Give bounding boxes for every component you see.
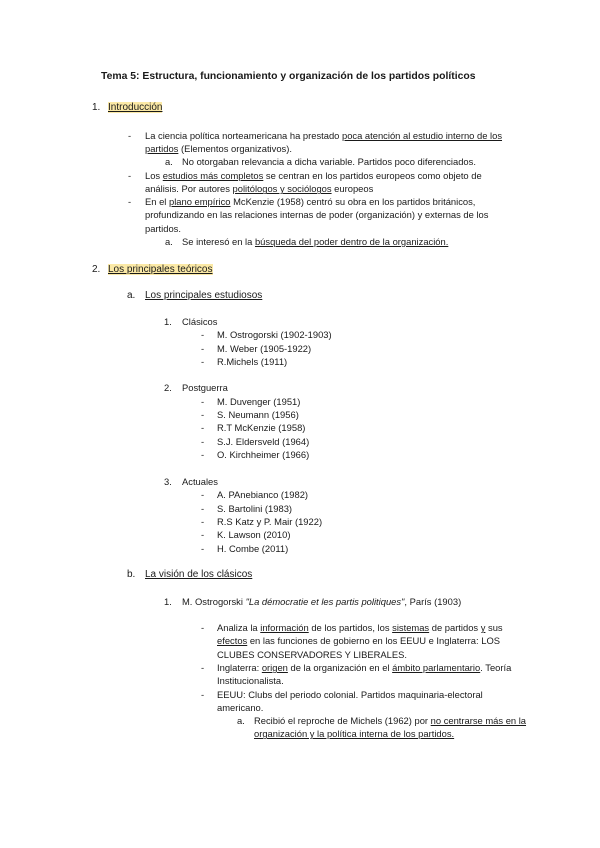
author-item: R.Michels (1911) [217, 356, 288, 367]
bullet-dash: - [201, 422, 205, 433]
ostrogorski-point-3-sub: Recibió el reproche de Michels (1962) por no centrarse más en la organización y la política interna de los partidos. [254, 715, 527, 740]
sub-marker: a. [165, 236, 173, 247]
bullet-dash: - [201, 396, 205, 407]
bullet-dash: - [201, 329, 205, 340]
group-marker: 2. [164, 382, 172, 393]
author-item: M. Weber (1905-1922) [217, 343, 312, 354]
ostrogorski-reference: M. Ostrogorski "La démocratie et les partis politiques", París (1903) [182, 596, 462, 607]
bullet-dash: - [201, 516, 205, 527]
bullet-dash: - [201, 622, 205, 633]
author-item: R.T McKenzie (1958) [217, 422, 306, 433]
bullet-dash: - [128, 130, 132, 141]
author-item: R.S Katz y P. Mair (1922) [217, 516, 323, 527]
bullet-dash: - [201, 489, 205, 500]
bullet-dash: - [201, 543, 205, 554]
intro-bullet-3-sub: Se interesó en la búsqueda del poder dentro de la organización. [182, 236, 449, 247]
subsection-b-heading: La visión de los clásicos [145, 569, 253, 580]
group-name-clasicos: Clásicos [182, 316, 218, 327]
bullet-dash: - [201, 662, 205, 673]
group-name-postguerra: Postguerra [182, 382, 228, 393]
author-item: K. Lawson (2010) [217, 529, 291, 540]
author-item: S.J. Eldersveld (1964) [217, 436, 310, 447]
author-item: M. Duvenger (1951) [217, 396, 301, 407]
author-item: H. Combe (2011) [217, 543, 289, 554]
author-item: A. PAnebianco (1982) [217, 489, 309, 500]
group-marker: 1. [164, 316, 172, 327]
author-item: M. Ostrogorski (1902-1903) [217, 329, 332, 340]
ostrogorski-point-2: Inglaterra: origen de la organización en el ámbito parlamentario. Teoría Institucionalista. [217, 662, 512, 687]
bullet-dash: - [201, 529, 205, 540]
section-2-heading: Los principales teóricos [108, 264, 213, 275]
bullet-dash: - [201, 409, 205, 420]
bullet-dash: - [128, 170, 132, 181]
bullet-dash: - [201, 436, 205, 447]
bullet-dash: - [201, 356, 205, 367]
author-item: S. Bartolini (1983) [217, 503, 293, 514]
author-item: S. Neumann (1956) [217, 409, 299, 420]
author-item: O. Kirchheimer (1966) [217, 449, 310, 460]
subsection-a-heading: Los principales estudiosos [145, 290, 263, 301]
bullet-dash: - [201, 343, 205, 354]
section-1-number: 1. [92, 102, 101, 113]
subsection-a-marker: a. [127, 290, 136, 301]
page-title: Tema 5: Estructura, funcionamiento y organización de los partidos políticos [101, 71, 476, 82]
bullet-dash: - [201, 449, 205, 460]
intro-bullet-2: Los estudios más completos se centran en los partidos europeos como objeto de análisis. Por autores politólogos y sociólogos europeos [145, 170, 482, 195]
sub-marker: a. [165, 156, 173, 167]
subsection-b-marker: b. [127, 569, 136, 580]
intro-bullet-3: En el plano empírico McKenzie (1958) centró su obra en los partidos británicos, profundizando en las relaciones internas de poder (organización) y externas de los partidos. [145, 196, 489, 234]
bullet-dash: - [201, 689, 205, 700]
group-name-actuales: Actuales [182, 476, 218, 487]
bullet-dash: - [128, 196, 132, 207]
group-marker: 3. [164, 476, 172, 487]
section-2-number: 2. [92, 264, 101, 275]
sub-marker: a. [237, 715, 245, 726]
section-1-heading: Introducción [108, 102, 163, 113]
item-marker: 1. [164, 596, 172, 607]
intro-bullet-1-sub: No otorgaban relevancia a dicha variable. Partidos poco diferenciados. [182, 156, 476, 167]
ostrogorski-point-3: EEUU: Clubs del periodo colonial. Partidos maquinaria-electoral americano. [217, 689, 483, 714]
bullet-dash: - [201, 503, 205, 514]
ostrogorski-point-1: Analiza la información de los partidos, los sistemas de partidos y sus efectos en las funciones de gobierno en los EEUU e Inglaterra: LOS CLUBES CONSERVADORES Y LIBERALES. [217, 622, 503, 660]
intro-bullet-1: La ciencia política norteamericana ha prestado poca atención al estudio interno de los partidos (Elementos organizativos). [145, 130, 503, 155]
